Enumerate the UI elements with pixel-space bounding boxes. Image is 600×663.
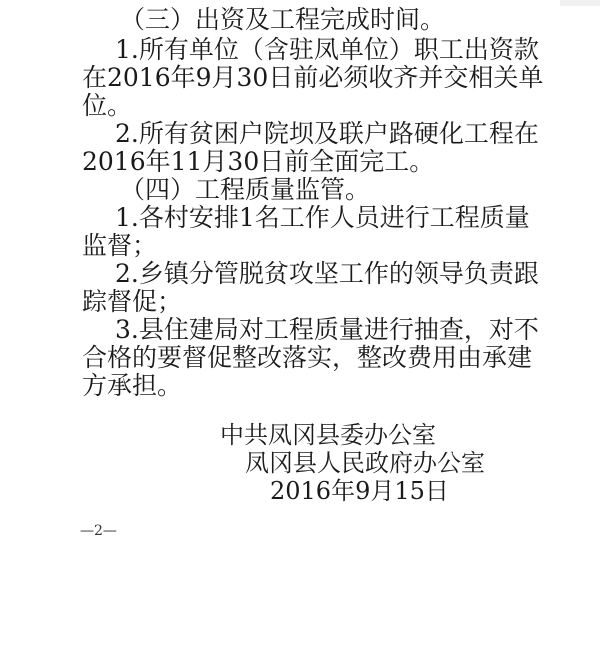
item-4-3-line-2: 合格的要督促整改落实，整改费用由承建 (82, 343, 533, 372)
item-1-line-1: 1.所有单位（含驻凤单位）职工出资款 (115, 35, 539, 64)
signature-org-2: 凤冈县人民政府办公室 (245, 449, 485, 477)
item-4-1-line-1: 1.各村安排1名工作人员进行工程质量 (115, 203, 530, 232)
section-heading-3: （三）出资及工程完成时间。 (120, 5, 446, 34)
signature-org-1: 中共凤冈县委办公室 (220, 421, 436, 449)
item-4-2-line-1: 2.乡镇分管脱贫攻坚工作的领导负责跟 (115, 259, 539, 288)
item-4-2-line-2: 踪督促； (82, 287, 183, 316)
page-edge-shade (560, 0, 600, 6)
page-number: —2— (80, 523, 117, 539)
item-2-line-1: 2.所有贫困户院坝及联户路硬化工程在 (115, 119, 539, 148)
section-heading-4: （四）工程质量监管。 (120, 175, 371, 204)
item-4-1-line-2: 监督； (82, 231, 158, 260)
item-1-line-3: 位。 (82, 91, 133, 120)
item-2-line-2: 2016年11月30日前全面完工。 (82, 147, 435, 176)
item-4-3-line-3: 方承担。 (82, 371, 183, 400)
item-1-line-2: 在2016年9月30日前必须收齐并交相关单 (82, 63, 544, 92)
item-4-3-line-1: 3.县住建局对工程质量进行抽查，对不 (115, 315, 539, 344)
signature-date: 2016年9月15日 (270, 477, 449, 505)
